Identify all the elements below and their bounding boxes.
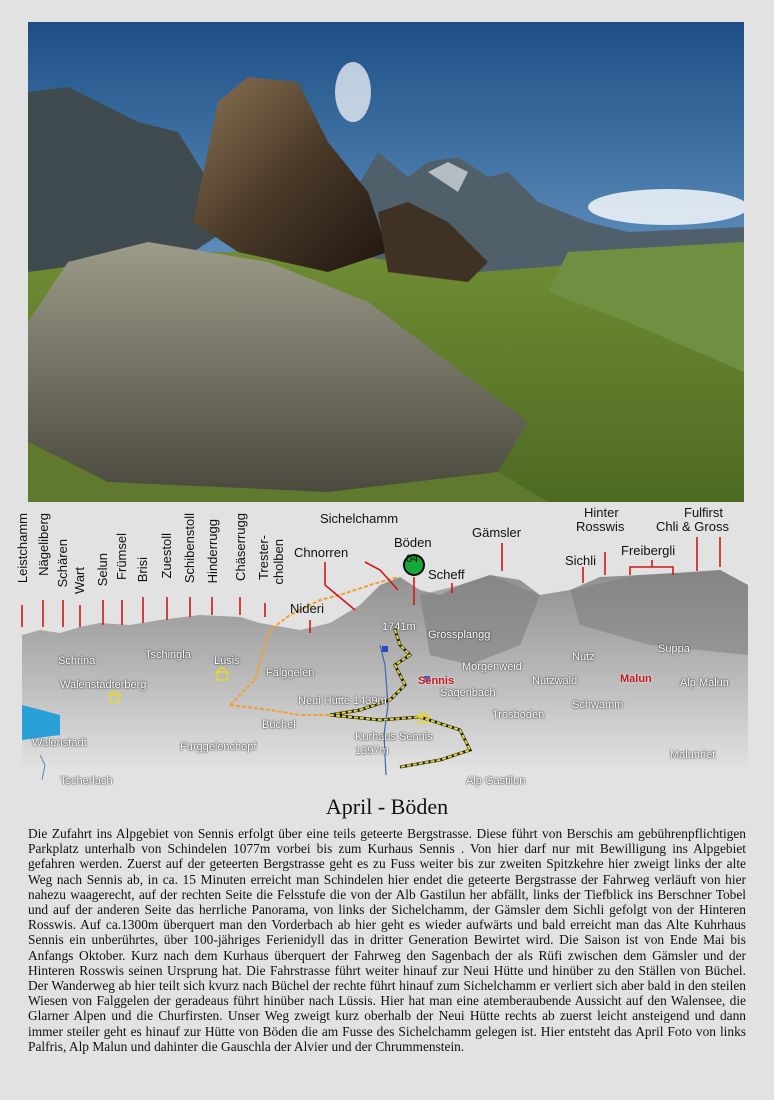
peak-label-hinderrugg: Hinderrugg (205, 519, 220, 584)
place-label: Walenstadt (32, 737, 87, 749)
peak-label-hinter: Hinter (584, 505, 619, 520)
peak-label-wart: Wart (72, 567, 87, 594)
place-label: 1397m (355, 745, 389, 757)
peak-label-scharen: Schären (55, 539, 70, 588)
mountain-photo (28, 22, 744, 502)
peak-label-rosswis: Rosswis (576, 519, 625, 534)
peak-label-gamsler: Gämsler (472, 525, 522, 540)
place-label: Trosboden (492, 709, 545, 721)
place-label-malun: Malun (620, 673, 652, 685)
place-label: Nutzwald (532, 675, 578, 687)
place-label: Tscherlach (60, 775, 113, 787)
place-label: Büchel (262, 719, 296, 731)
description-text (28, 826, 746, 1054)
peak-label-sichli: Sichli (565, 553, 597, 568)
peak-label-cholben: cholben (271, 539, 286, 585)
peak-label-scheff: Scheff (428, 567, 465, 582)
peak-label-nideri: Nideri (290, 601, 324, 616)
peak-label-leistchamm: Leistchamm (15, 513, 30, 584)
place-label: Furggelenchopf (180, 741, 257, 753)
place-label: Schwamm (572, 699, 624, 711)
peak-label-fulfirst: Fulfirst (684, 505, 723, 520)
place-label: Kurhaus Sennis (355, 731, 433, 743)
place-label: Alp Gastilun (466, 775, 526, 787)
place-label: Grossplangg (428, 629, 491, 641)
description-paragraph: Die Zufahrt ins Alpgebiet von Sennis erfolgt über eine teils geteerte Bergstrasse. Diese führt von Berschis am gebührenpflichtigen Parkplatz unterhalb von Schindelen 1077m vorbei bis zum Kurhaus Sennis . Von hier darf nur mit Bewilligung ins Alpgebiet gefahren werden. Zuerst auf der geteerten Bergstrasse geht es zu Fuss weiter bis zur zweiten Spitzkehre hier zweigt links der alte Weg nach Sennis ab, in ca. 15 Minuten erreicht man Schindelen hier endet die geteerte Bergstrasse der Fahrweg verläuft von hier nahezu waagerecht, auf der rechten Seite die Felsstufe die von der Alb Gastilun her abfällt, links der Tiefblick ins Berschner Tobel und auf der anderen Seite das herrliche Panorama, von links der Sichelchamm, der Gämsler dem Sichli gefolgt von der Hinteren Rosswis. Auf ca.1300m überquert man den Vorderbach ab hier geht es wieder aufwärts und bald erreicht man das Alte Kuhrhaus Sennis ein unberührtes, über 100-jähriges Ferienidyll das in dritter Generation Bewirtet wird. Die Saison ist von Ende Mai bis Anfangs Oktober. Kurz nach dem Kurhaus überquert der Fahrweg den Sagenbach der als Rüfi zwischen dem Gämsler und der Hinteren Rosswis seinen Ursprung hat. Die Fahrstrasse führt weiter hinauf zur Neui Hütte und hinüber zu den Ställen von Büchel. Der Wanderweg ab hier teilt sich kvurz nach Büchel der rechte führt hinauf zum Sichelchamm er verliert sich aber bald in den steilen Wiesen von Falggelen der geradeaus führt hinüber nach Lüssis. Hier hat man eine atemberaubende Aussicht auf den Walensee, die Glarner Alpen und die Churfirsten. Unser Weg zweigt kurz oberhalb der Neui Hütte rechts ab zuerst leicht ansteigend und dann immer steiler geht es hinauf zur Hütte von Böden die am Fusse des Sichelchamm gelegen ist. Hier entsteht das April Foto von links Palfris, Alp Malun und dahinter die Gauschla der Alvier und der Chrummenstein. (28, 826, 746, 1054)
place-label-sennis: Sennis (418, 675, 455, 687)
peak-label-zuestoll: Zuestoll (159, 533, 174, 579)
place-label: Alp Malun (680, 677, 729, 689)
peak-label-nageliberg: Nägeliberg (36, 513, 51, 576)
page-title: April - Böden (325, 794, 449, 819)
peak-label-trester: Trester- (256, 535, 271, 581)
peak-label-schibenstoll: Schibenstoll (182, 513, 197, 584)
peak-label-chaserrugg: Chäserrugg (233, 513, 248, 581)
place-label: Schrina (58, 655, 96, 667)
peak-label-sichelchamm: Sichelchamm (320, 511, 399, 526)
panorama-map (0, 505, 774, 795)
peak-label-chli-gross: Chli & Gross (656, 519, 729, 534)
peak-label-selun: Selun (95, 553, 110, 587)
peak-label-frumsel: Frümsel (114, 533, 129, 580)
place-label: Walenstadterberg (60, 679, 147, 691)
place-label: Nutz (572, 651, 595, 663)
peak-label-chnorren: Chnorren (294, 545, 349, 560)
peak-label-boden: Böden (394, 535, 432, 550)
place-label: Tschingla (145, 649, 191, 661)
place-label: Suppa (658, 643, 690, 655)
place-label: Falggelen (266, 667, 315, 679)
place-label: Neui Hütte 1439m (298, 695, 387, 707)
place-label: Malunriet (670, 749, 716, 761)
location-marker-number: 04 (406, 553, 419, 565)
peak-label-brisi: Brisi (135, 557, 150, 583)
peak-label-freibergli: Freibergli (621, 543, 676, 558)
place-label: Sagenbach (440, 687, 496, 699)
place-label: Lüsis (214, 655, 240, 667)
place-label: 1741m (382, 621, 416, 633)
place-label: Morgenweid (462, 661, 522, 673)
